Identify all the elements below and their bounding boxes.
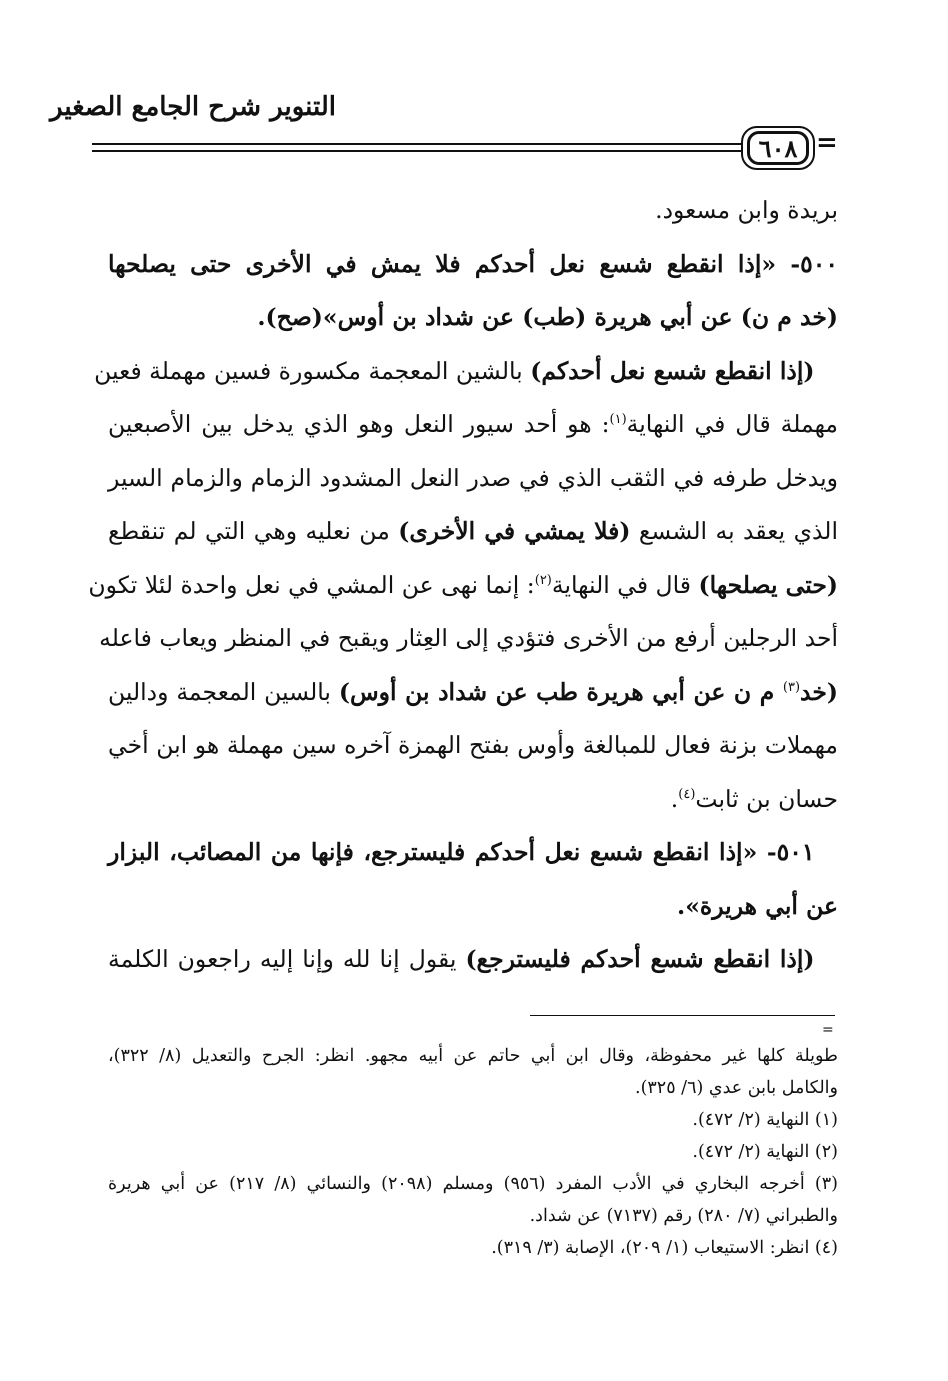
commentary-text: : إنما نهى عن المشي في نعل واحدة لئلا تكون	[88, 570, 535, 599]
hadith-text: ٥٠١- «إذا انقطع شسع نعل أحدكم فليسترجع، فإنها من المصائب، البزار	[108, 838, 815, 866]
commentary-text: بالشين المعجمة مكسورة فسين مهملة فعين	[94, 356, 531, 385]
text-line	[108, 666, 838, 720]
quoted-phrase: (فلا يمشي في الأخرى)	[398, 517, 631, 545]
header-rule-top	[92, 143, 742, 145]
text-line: ويدخل طرفه في الثقب الذي في صدر النعل المشدود الزمام والزمام السير	[108, 463, 838, 492]
footnote-2: (٢) النهاية (٢/ ٤٧٢).	[692, 1142, 838, 1162]
footnote-ref-2: (٢)	[534, 572, 552, 588]
commentary-text: حسان بن ثابت	[695, 784, 838, 813]
footnote-1: (١) النهاية (٢/ ٤٧٢).	[692, 1110, 838, 1130]
commentary-text: قال في النهاية	[551, 570, 699, 599]
text-line: أحد الرجلين أرفع من الأخرى فتؤدي إلى العِثار ويقبح في المنظر ويعاب فاعله	[99, 624, 838, 652]
footnotes	[108, 1040, 838, 1264]
footnote-continued-line-1: طويلة كلها غير محفوظة، وقال ابن أبي حاتم عن أبيه مجهو. انظر: الجرح والتعديل (٨/ ٣٢٢)،	[108, 1046, 838, 1066]
footnote-eq-mark: =	[822, 1022, 834, 1038]
text-line	[108, 398, 838, 452]
footnote-3-line-1: (٣) أخرجه البخاري في الأدب المفرد (٩٥٦) ومسلم (٢٠٩٨) والنسائي (٨/ ٢١٧) عن أبي هريرة	[108, 1174, 838, 1194]
page-number: ٦٠٨	[747, 131, 809, 165]
hadith-500-line-2: (خد م ن) عن أبي هريرة (طب) عن شداد بن أوس»(صح).	[257, 303, 838, 331]
commentary-text: يقول إنا لله وإنا إليه راجعون الكلمة	[108, 945, 466, 973]
running-header-title: التنوير شرح الجامع الصغير	[50, 92, 336, 122]
text-line	[108, 505, 838, 559]
quoted-phrase: (خد	[800, 677, 838, 706]
text-line	[88, 559, 838, 613]
text-line: بريدة وابن مسعود.	[655, 196, 838, 224]
footnote-3-line-2: والطبراني (٧/ ٢٨٠) رقم (٧١٣٧) عن شداد.	[529, 1206, 838, 1226]
commentary-text: : هو أحد سيور النعل وهو الذي يدخل بين الأصبعين	[108, 410, 610, 438]
main-text	[88, 184, 838, 987]
footnote-4: (٤) انظر: الاستيعاب (١/ ٢٠٩)، الإصابة (٣/ ٣١٩).	[491, 1238, 838, 1258]
text-line	[94, 345, 838, 399]
footnote-continued-line-2: والكامل بابن عدي (٦/ ٣٢٥).	[635, 1078, 838, 1098]
header-eq-mark: =	[816, 128, 838, 158]
commentary-text: الذي يعقد به الشسع	[630, 517, 838, 545]
quoted-phrase: (إذا انقطع شسع نعل أحدكم)	[530, 356, 815, 385]
text-line	[108, 773, 838, 827]
footnote-ref-4: (٤)	[678, 786, 696, 802]
hadith-501-line-1	[108, 826, 838, 880]
commentary-text: مهملة قال في النهاية	[626, 410, 838, 438]
quoted-phrase: م ن عن أبي هريرة طب عن شداد بن أوس)	[338, 677, 783, 706]
text-line: مهملات بزنة فعال للمبالغة وأوس بفتح الهمزة آخره سين مهملة هو ابن أخي	[108, 731, 838, 759]
header-rule-bottom	[92, 150, 742, 152]
hadith-501-line-2: عن أبي هريرة».	[677, 891, 838, 920]
commentary-text: بالسين المعجمة ودالين	[108, 677, 339, 706]
hadith-500-line-1: ٥٠٠- «إذا انقطع شسع نعل أحدكم فلا يمش في الأخرى حتى يصلحها	[108, 249, 838, 278]
commentary-text: .	[670, 784, 679, 813]
footnote-separator	[530, 1015, 835, 1016]
commentary-text: من نعليه وهي التي لم تنقطع	[108, 517, 399, 545]
quoted-phrase: (إذا انقطع شسع أحدكم فليسترجع)	[465, 945, 815, 973]
footnote-ref-3: (٣)	[782, 679, 801, 695]
quoted-phrase: (حتى يصلحها)	[698, 570, 838, 599]
text-line	[108, 933, 838, 987]
footnote-ref-1: (١)	[609, 412, 627, 428]
